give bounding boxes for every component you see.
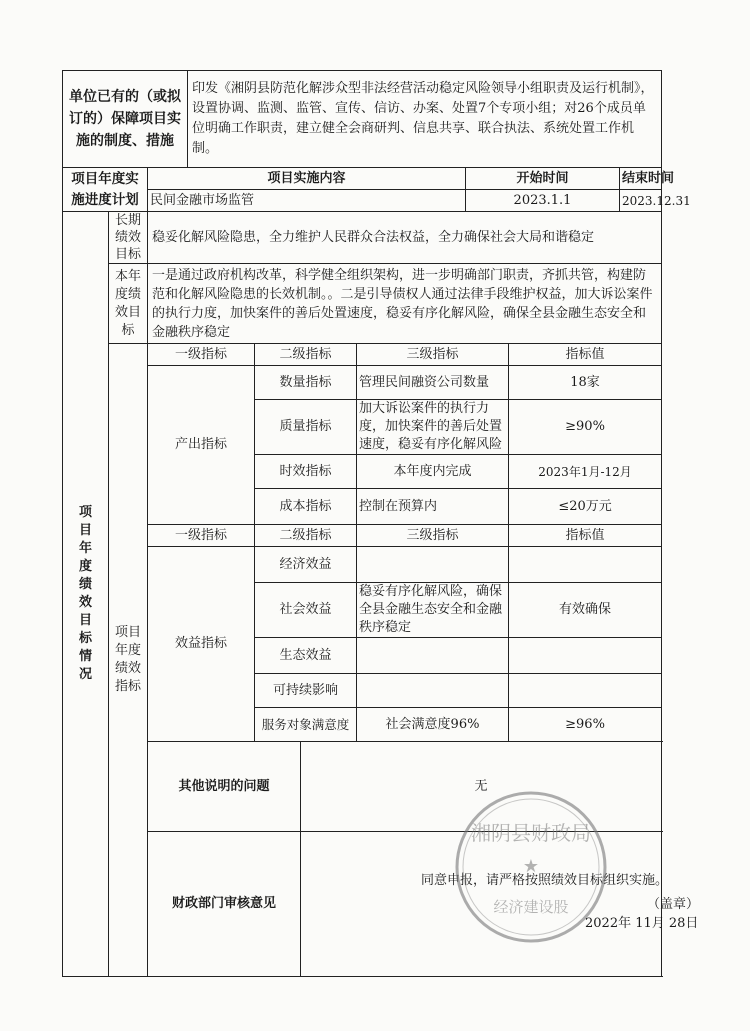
- indicators-label: 项目年度绩效指标: [109, 344, 148, 977]
- form-table: [62, 70, 700, 977]
- schedule-header-row: [63, 168, 662, 190]
- other-content: 无: [301, 742, 662, 832]
- benefit-level2-ecological: 生态效益: [255, 638, 357, 674]
- svg-text:★: ★: [522, 856, 540, 877]
- indicator-header-row-1: [63, 344, 662, 366]
- stamp-text: 湘阴县财政局: [471, 821, 591, 845]
- output-value-timeliness: 2023年1月-12月: [509, 455, 662, 489]
- output-value-quantity: 18家: [509, 366, 662, 400]
- benefit-level3-economic: [357, 547, 509, 583]
- output-value-quality: ≥90%: [509, 400, 662, 455]
- header-level3: 三级指标: [357, 344, 509, 366]
- benefit-level3-sustainable: [357, 674, 509, 708]
- benefit-level3-satisfaction: 社会满意度96%: [357, 708, 509, 742]
- annual-label: 本年度绩效目标: [109, 264, 148, 344]
- output-value-cost: ≤20万元: [509, 489, 662, 525]
- header2-level3: 三级指标: [357, 525, 509, 547]
- goals-section-label: 项 目 年 度 绩 效 目 标 情 况: [63, 212, 109, 977]
- review-row: [63, 832, 662, 977]
- schedule-row: [63, 190, 662, 212]
- review-seal-note: （盖章）: [647, 897, 700, 912]
- annual-content: 一是通过政府机构改革，科学健全组织架构，进一步明确部门职责，齐抓共管，构建防范和化解风险隐患的长效机制。。二是引导债权人通过法律手段维护权益，加大诉讼案件的执行力度，加快案件的善后处置速度，稳妥有序化解风险，确保全县金融生态安全和金融秩序稳定: [148, 264, 662, 344]
- institution-label: 单位已有的（或拟订的）保障项目实施的制度、措施: [63, 71, 188, 168]
- benefit-level2-satisfaction: 服务对象满意度: [255, 708, 357, 742]
- output-level1: 产出指标: [148, 366, 255, 525]
- annual-row: [63, 264, 662, 344]
- header-value: 指标值: [509, 344, 662, 366]
- other-row: [63, 742, 662, 832]
- header-level2: 二级指标: [255, 344, 357, 366]
- output-level2-timeliness: 时效指标: [255, 455, 357, 489]
- benefit-value-social: 有效确保: [509, 583, 662, 638]
- benefit-level1: 效益指标: [148, 547, 255, 742]
- benefit-level2-sustainable: 可持续影响: [255, 674, 357, 708]
- benefit-level2-social: 社会效益: [255, 583, 357, 638]
- review-label: 财政部门审核意见: [148, 832, 301, 977]
- institution-row: [63, 71, 662, 168]
- schedule-content: 民间金融市场监管: [148, 190, 466, 212]
- header2-level2: 二级指标: [255, 525, 357, 547]
- output-level3-cost: 控制在预算内: [357, 489, 509, 525]
- review-content: [301, 832, 700, 977]
- output-level2-cost: 成本指标: [255, 489, 357, 525]
- schedule-header-end: 结束时间: [620, 168, 662, 190]
- long-term-content: 稳妥化解风险隐患，全力维护人民群众合法权益，全力确保社会大局和谐稳定: [148, 212, 662, 264]
- review-opinion: 同意申报，请严格按照绩效目标组织实施。: [421, 873, 669, 888]
- output-row-quantity: [63, 366, 662, 400]
- output-level3-quality: 加大诉讼案件的执行力度，加快案件的善后处置速度，稳妥有序化解风险: [357, 400, 509, 455]
- schedule-header-start: 开始时间: [466, 168, 620, 190]
- review-date: 2022年 11月 28日: [585, 916, 699, 931]
- long-term-label: 长期绩效目标: [109, 212, 148, 264]
- benefit-value-ecological: [509, 638, 662, 674]
- benefit-value-economic: [509, 547, 662, 583]
- other-label: 其他说明的问题: [148, 742, 301, 832]
- benefit-row-economic: [63, 547, 662, 583]
- benefit-level3-social: 稳妥有序化解风险，确保全县金融生态安全和金融秩序稳定: [357, 583, 509, 638]
- header2-value: 指标值: [509, 525, 662, 547]
- long-term-row: [63, 212, 662, 264]
- output-level3-quantity: 管理民间融资公司数量: [357, 366, 509, 400]
- schedule-header-content: 项目实施内容: [148, 168, 466, 190]
- stamp-subtext: 经济建设股: [493, 898, 569, 916]
- benefit-level3-ecological: [357, 638, 509, 674]
- institution-content: 印发《湘阴县防范化解涉众型非法经营活动稳定风险领导小组职责及运行机制》，设置协调、监测、监管、宣传、信访、办案、处置7个专项小组；对26个成员单位明确工作职责，建立健全会商研判、信息共享、联合执法、系统处置工作机制。: [188, 71, 662, 168]
- schedule-end: 2023.12.31: [620, 190, 662, 212]
- header2-level1: 一级指标: [148, 525, 255, 547]
- output-level2-quality: 质量指标: [255, 400, 357, 455]
- header-level1: 一级指标: [148, 344, 255, 366]
- performance-form: [62, 70, 700, 938]
- benefit-value-sustainable: [509, 674, 662, 708]
- schedule-start: 2023.1.1: [466, 190, 620, 212]
- output-level2-quantity: 数量指标: [255, 366, 357, 400]
- schedule-label: 项目年度实施进度计划: [63, 168, 148, 212]
- output-level3-timeliness: 本年度内完成: [357, 455, 509, 489]
- benefit-level2-economic: 经济效益: [255, 547, 357, 583]
- indicator-header-row-2: [63, 525, 662, 547]
- benefit-value-satisfaction: ≥96%: [509, 708, 662, 742]
